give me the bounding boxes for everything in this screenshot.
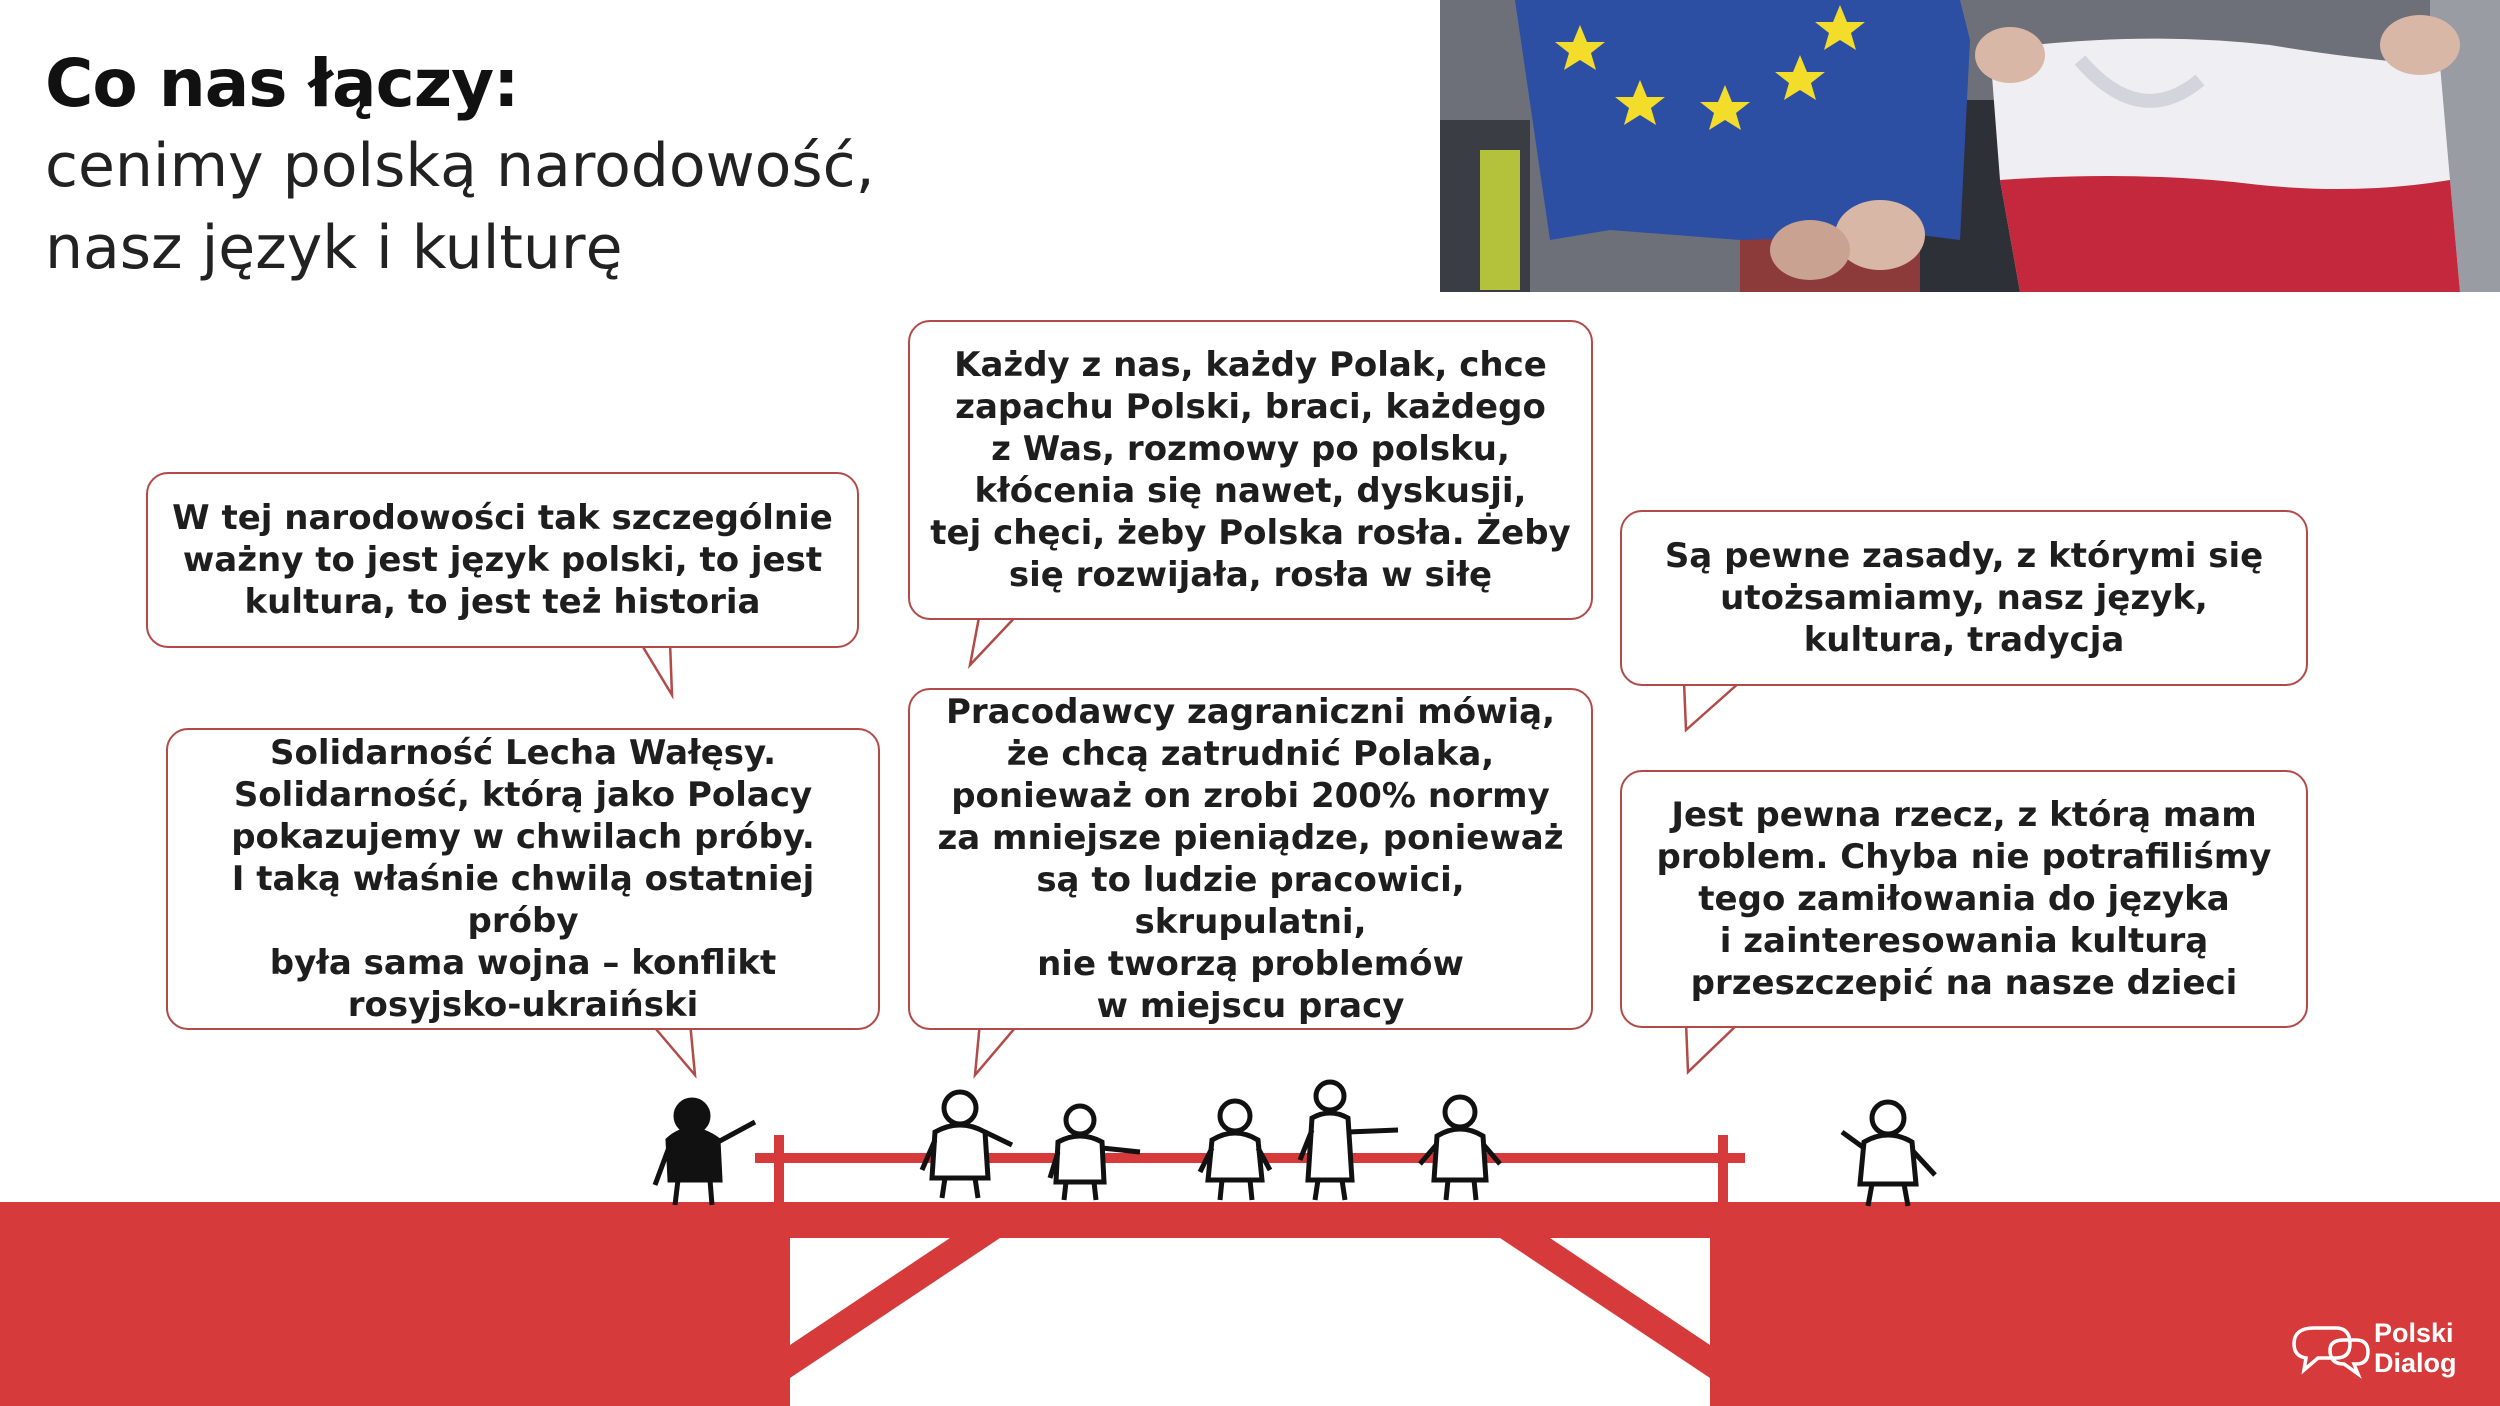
person-figure — [1420, 1097, 1500, 1200]
flags-photo-illustration — [1440, 0, 2500, 292]
quote-bubble: W tej narodowości tak szczególnie ważny to jest język polski, to jest kultura, to jest też historia — [146, 472, 859, 648]
bridge-rail-left-post — [774, 1135, 784, 1205]
bridge-scene — [0, 1060, 2500, 1406]
quote-bubble: Są pewne zasady, z którymi się utożsamiamy, nasz język, kultura, tradycja — [1620, 510, 2308, 686]
quote-bubble: Solidarność Lecha Wałęsy. Solidarność, którą jako Polacy pokazujemy w chwilach próby. I taką właśnie chwilą ostatniej próby była sama wojna – konflikt rosyjsko-ukraiński — [166, 728, 880, 1030]
bubble-tail — [1670, 680, 1760, 740]
flags-photo — [1440, 0, 2500, 292]
quote-bubble: Jest pewna rzecz, z którą mam problem. Chyba nie potrafiliśmy tego zamiłowania do języka i zainteresowania kulturą przeszczepić na nasze dzieci — [1620, 770, 2308, 1028]
brand-logo-text: Polski Dialog — [2374, 1318, 2457, 1378]
person-figure — [1300, 1082, 1398, 1200]
bubble-tail — [620, 640, 690, 700]
quote-bubble: Pracodawcy zagraniczni mówią, że chcą zatrudnić Polaka, ponieważ on zrobi 200% normy za mniejsze pieniądze, ponieważ są to ludzie pracowici, skrupulatni, nie tworzą problemów w miejscu pracy — [908, 688, 1593, 1030]
person-figure — [1200, 1101, 1270, 1200]
person-figure — [1050, 1106, 1140, 1200]
subtitle-line-2: nasz język i kulturę — [45, 213, 623, 283]
person-figure — [922, 1092, 1012, 1198]
subtitle-line-1: cenimy polską narodowość, — [45, 131, 875, 201]
page-title: Co nas łączy: — [45, 45, 519, 122]
bridge-rail-right-post — [1718, 1135, 1728, 1205]
person-figure — [1842, 1102, 1935, 1206]
person-figure — [655, 1100, 755, 1205]
bridge-deck — [760, 1202, 1740, 1238]
quote-bubble: Każdy z nas, każdy Polak, chce zapachu Polski, braci, każdego z Was, rozmowy po polsku, kłócenia się nawet, dyskusji, tej chęci, żeby Polska rosła. Żeby się rozwijała, rosła w siłę — [908, 320, 1593, 620]
page-subtitle — [45, 125, 1145, 289]
